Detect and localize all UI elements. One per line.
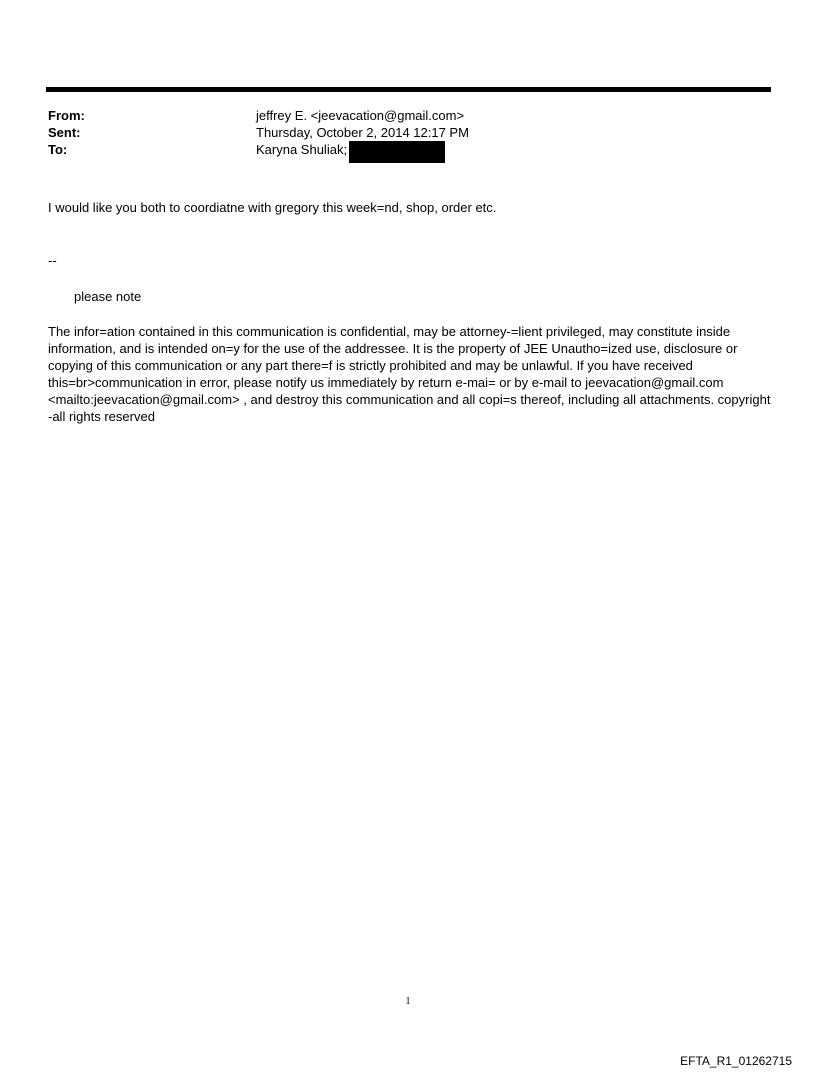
from-label: From: [48,108,85,123]
redaction-block [349,141,445,163]
sent-row [48,125,748,142]
to-value-wrap [256,142,748,159]
from-value: jeffrey E. <jeevacation@gmail.com> [256,108,465,123]
to-value: Karyna Shuliak; [256,142,348,157]
bates-number: EFTA_R1_01262715 [680,1054,792,1068]
please-note: please note [74,289,142,304]
from-row [48,108,748,125]
sent-label: Sent: [48,125,81,140]
header-rule [46,87,771,92]
page-number: 1 [405,996,411,1007]
message-body: I would like you both to coordiatne with gregory this week=nd, shop, order etc. [48,200,497,215]
email-header [48,108,748,159]
signature-separator: -- [48,253,57,268]
sent-value: Thursday, October 2, 2014 12:17 PM [256,125,469,140]
to-label: To: [48,142,68,157]
to-row [48,142,748,159]
confidentiality-disclaimer: The infor=ation contained in this communication is confidential, may be attorney-=lient privileged, may constitute inside information, and is intended on=y for the use of the addressee. It is the property of JEE Unautho=ized use, disclosure or copying of this communication or any part there=f is strictly prohibited and may be unlawful. If you have received this=br>communication in error, please notify us immediately by return e-mai= or by e-mail to jeevacation@gmail.com <mailto:jeevacation@gmail.com> , and destroy this communication and all copi=s thereof, including all attachments. copyright -all rights reserved [48,324,771,424]
